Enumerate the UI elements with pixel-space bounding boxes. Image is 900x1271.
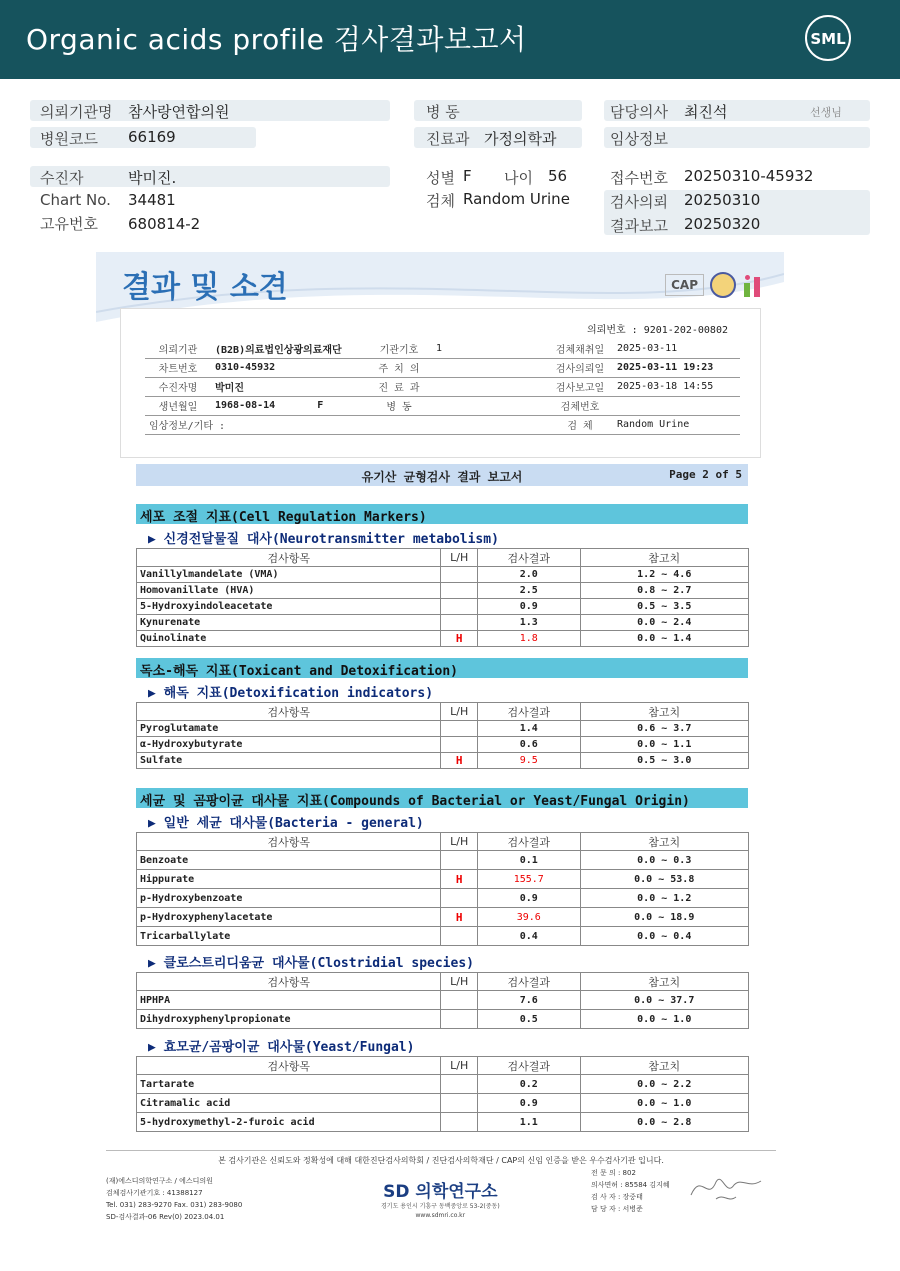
test-name: Tricarballylate — [137, 927, 441, 946]
dob-value: 1968-08-14 — [215, 400, 276, 411]
result-table — [136, 972, 749, 1029]
lab-phone: Tel. 031) 283-9270 Fax. 031) 283-9080 — [106, 1201, 243, 1209]
patient-label: 수진자 — [40, 169, 84, 187]
result-value: 1.3 — [478, 615, 581, 631]
flag — [441, 927, 478, 946]
patient-value: 박미진. — [128, 169, 177, 187]
result-value: 0.6 — [478, 737, 581, 753]
manager: 담 당 자 : 서병준 — [591, 1205, 643, 1213]
result-value: 155.7 — [478, 870, 581, 889]
lab-website: www.sdmri.co.kr — [415, 1212, 466, 1219]
cap-logo: CAP — [665, 274, 704, 296]
report-value: 20250320 — [684, 215, 761, 233]
kv-value: 2025-03-11 — [613, 339, 740, 358]
kv-label: 검체채취일 — [547, 339, 613, 358]
flag — [441, 583, 478, 599]
specialist: 전 문 의 : 802 — [591, 1169, 636, 1177]
subsection-header: ▶ 신경전달물질 대사(Neurotransmitter metabolism) — [148, 532, 499, 547]
test-name: p-Hydroxyphenylacetate — [137, 908, 441, 927]
inst-value: 참사랑연합의원 — [128, 103, 230, 121]
test-name: 5-hydroxymethyl-2-furoic acid — [137, 1113, 441, 1132]
flag — [441, 721, 478, 737]
kv-label: 검체번호 — [547, 396, 613, 415]
flag — [441, 851, 478, 870]
kv-label: 수진자명 — [145, 377, 211, 396]
kv-label: 의뢰기관 — [145, 339, 211, 358]
page-title: Organic acids profile 검사결과보고서 — [26, 23, 527, 56]
kv-label: 검사보고일 — [547, 377, 613, 396]
table-row — [137, 583, 749, 599]
table-row — [137, 927, 749, 946]
kv-label: 기관기호 — [366, 339, 432, 358]
doctor-value: 최진석 — [684, 103, 728, 121]
report-page-title: 유기산 균형검사 결과 보고서 — [361, 470, 523, 484]
flag: H — [441, 908, 478, 927]
column-header: L/H — [441, 1057, 478, 1075]
section-header: 세포 조절 지표(Cell Regulation Markers) — [136, 504, 748, 524]
kv-label: 검 체 — [547, 415, 613, 434]
kv-value — [211, 396, 366, 415]
report-footer — [106, 1150, 776, 1221]
chart-label: Chart No. — [40, 191, 111, 209]
column-header: 참고치 — [580, 973, 749, 991]
age-value: 56 — [548, 167, 568, 185]
kv-label: 임상정보/기타 : — [145, 415, 366, 434]
request-value: 20250310 — [684, 191, 761, 209]
uid-label: 고유번호 — [40, 215, 98, 233]
result-value: 1.1 — [478, 1113, 581, 1132]
accreditation-note: 본 검사기관은 신뢰도와 정확성에 대해 대한진단검사의학회 / 진단검사의학재단 / CAP의 신임 인증을 받은 우수검사기관 입니다. — [218, 1156, 664, 1165]
table-row — [137, 567, 749, 583]
accreditation-seal-icon — [710, 272, 736, 298]
cert-logos — [665, 272, 766, 298]
table-row — [137, 1094, 749, 1113]
receipt-value: 20250310-45932 — [684, 167, 814, 185]
table-row — [137, 737, 749, 753]
reference-range: 0.0 ~ 0.3 — [580, 851, 749, 870]
test-name: HPHPA — [137, 991, 441, 1010]
table-row — [137, 851, 749, 870]
result-value: 0.9 — [478, 599, 581, 615]
kv-value: 박미진 — [211, 377, 366, 396]
subsection-header: ▶ 일반 세균 대사물(Bacteria - general) — [148, 816, 424, 831]
kv-value — [432, 396, 547, 415]
table-row — [137, 1113, 749, 1132]
kv-label: 생년월일 — [145, 396, 211, 415]
table-header-row — [137, 973, 749, 991]
result-value: 9.5 — [478, 753, 581, 769]
age-label: 나이 — [504, 169, 533, 187]
kv-label: 진 료 과 — [366, 377, 432, 396]
lab-brand — [381, 1177, 500, 1220]
column-header: 참고치 — [580, 833, 749, 851]
kv-label — [366, 415, 432, 434]
dept-label: 진료과 — [426, 130, 470, 148]
table-row — [137, 631, 749, 647]
flag — [441, 1113, 478, 1132]
subsection-header: ▶ 클로스트리디움균 대사물(Clostridial species) — [148, 956, 474, 971]
column-header: 검사항목 — [137, 703, 441, 721]
signatories — [591, 1167, 670, 1215]
result-table — [136, 1056, 749, 1132]
flag — [441, 599, 478, 615]
flag — [441, 615, 478, 631]
table-header-row — [137, 1057, 749, 1075]
flag — [441, 889, 478, 908]
subsection-header: ▶ 해독 지표(Detoxification indicators) — [148, 686, 434, 701]
result-value: 0.9 — [478, 889, 581, 908]
section-header: 세균 및 곰팡이균 대사물 지표(Compounds of Bacterial or Yeast/Fungal Origin) — [136, 788, 748, 808]
kv-label: 주 치 의 — [366, 358, 432, 377]
test-name: Citramalic acid — [137, 1094, 441, 1113]
column-header: 참고치 — [580, 703, 749, 721]
test-name: Sulfate — [137, 753, 441, 769]
result-value: 1.8 — [478, 631, 581, 647]
table-header-row — [137, 549, 749, 567]
page-number: Page 2 of 5 — [669, 468, 742, 481]
report-label: 결과보고 — [610, 217, 668, 235]
test-name: Kynurenate — [137, 615, 441, 631]
test-name: α-Hydroxybutyrate — [137, 737, 441, 753]
reference-range: 0.5 ~ 3.0 — [580, 753, 749, 769]
reference-range: 0.0 ~ 37.7 — [580, 991, 749, 1010]
result-value: 0.2 — [478, 1075, 581, 1094]
kv-value — [613, 396, 740, 415]
reference-range: 0.8 ~ 2.7 — [580, 583, 749, 599]
reference-range: 0.0 ~ 1.4 — [580, 631, 749, 647]
section-header: 독소-해독 지표(Toxicant and Detoxification) — [136, 658, 748, 678]
doctor-suffix: 선생님 — [810, 106, 842, 119]
form-version: SD-검사결과-06 Rev(0) 2023.04.01 — [106, 1213, 225, 1221]
kv-value — [432, 358, 547, 377]
column-header: 검사결과 — [478, 1057, 581, 1075]
table-row — [137, 599, 749, 615]
flag: H — [441, 753, 478, 769]
ward-label: 병 동 — [426, 103, 460, 121]
flag — [441, 737, 478, 753]
license-no: 의사면허 : 85584 김지혜 — [591, 1181, 670, 1189]
brand-name: SD 의학연구소 — [383, 1182, 498, 1202]
column-header: 검사결과 — [478, 549, 581, 567]
test-name: p-Hydroxybenzoate — [137, 889, 441, 908]
lab-address: 경기도 용인시 기흥구 동백중앙로 53-2(중동) — [381, 1203, 500, 1210]
chart-value: 34481 — [128, 191, 176, 209]
kv-label: 검사의뢰일 — [547, 358, 613, 377]
reference-range: 0.0 ~ 1.0 — [580, 1010, 749, 1029]
code-label: 병원코드 — [40, 130, 98, 148]
specimen-label: 검체 — [426, 192, 455, 210]
reference-range: 0.6 ~ 3.7 — [580, 721, 749, 737]
sex-value: F — [463, 167, 472, 185]
column-header: 검사항목 — [137, 1057, 441, 1075]
test-name: Homovanillate (HVA) — [137, 583, 441, 599]
request-number: 의뢰번호 : 9201-202-00802 — [587, 325, 728, 336]
dept-value: 가정의학과 — [484, 130, 557, 148]
reference-range: 0.0 ~ 18.9 — [580, 908, 749, 927]
column-header: L/H — [441, 549, 478, 567]
reference-range: 0.0 ~ 0.4 — [580, 927, 749, 946]
test-name: Pyroglutamate — [137, 721, 441, 737]
kv-value: (B2B)의료법인상광의료재단 — [211, 339, 366, 358]
result-value: 0.5 — [478, 1010, 581, 1029]
result-value: 0.4 — [478, 927, 581, 946]
test-name: Quinolinate — [137, 631, 441, 647]
lab-code: 검체검사기관기호 : 41388127 — [106, 1189, 203, 1197]
reference-range: 0.0 ~ 2.2 — [580, 1075, 749, 1094]
report-title: 결과 및 소견 — [122, 270, 288, 305]
table-row — [137, 753, 749, 769]
flag: H — [441, 870, 478, 889]
result-value: 2.0 — [478, 567, 581, 583]
result-value: 1.4 — [478, 721, 581, 737]
specimen-value: Random Urine — [463, 190, 570, 208]
header-bar — [0, 0, 900, 79]
column-header: 검사항목 — [137, 549, 441, 567]
reference-range: 0.0 ~ 2.8 — [580, 1113, 749, 1132]
kv-value: 0310-45932 — [211, 358, 366, 377]
kv-label: 병 동 — [366, 396, 432, 415]
report-sheet — [96, 252, 784, 1221]
table-row — [137, 908, 749, 927]
result-table — [136, 548, 749, 647]
reference-range: 0.0 ~ 53.8 — [580, 870, 749, 889]
test-name: Benzoate — [137, 851, 441, 870]
flag — [441, 1075, 478, 1094]
result-value: 0.1 — [478, 851, 581, 870]
result-table — [136, 702, 749, 769]
kv-value: 2025-03-18 14:55 — [613, 377, 740, 396]
reference-range: 0.0 ~ 1.2 — [580, 889, 749, 908]
flag — [441, 1010, 478, 1029]
reference-range: 0.0 ~ 1.0 — [580, 1094, 749, 1113]
reference-range: 0.0 ~ 2.4 — [580, 615, 749, 631]
kv-value — [432, 415, 547, 434]
column-header: L/H — [441, 973, 478, 991]
lab-contact — [106, 1175, 242, 1223]
sml-logo — [802, 12, 854, 64]
result-table — [136, 832, 749, 946]
column-header: 검사항목 — [137, 833, 441, 851]
column-header: 검사결과 — [478, 833, 581, 851]
kv-value: 2025-03-11 19:23 — [613, 358, 740, 377]
column-header: 검사항목 — [137, 973, 441, 991]
inst-label: 의뢰기관명 — [40, 103, 113, 121]
row-bar — [30, 166, 390, 187]
column-header: 참고치 — [580, 549, 749, 567]
table-row — [137, 721, 749, 737]
kv-value — [432, 377, 547, 396]
table-header-row — [137, 833, 749, 851]
test-name: 5-Hydroxyindoleacetate — [137, 599, 441, 615]
column-header: 참고치 — [580, 1057, 749, 1075]
result-value: 2.5 — [478, 583, 581, 599]
kv-value: Random Urine — [613, 415, 740, 434]
reference-range: 1.2 ~ 4.6 — [580, 567, 749, 583]
table-row — [137, 1010, 749, 1029]
column-header: L/H — [441, 833, 478, 851]
test-name: Vanillylmandelate (VMA) — [137, 567, 441, 583]
table-row — [137, 1075, 749, 1094]
test-name: Hippurate — [137, 870, 441, 889]
receipt-label: 접수번호 — [610, 169, 668, 187]
reference-range: 0.5 ~ 3.5 — [580, 599, 749, 615]
result-value: 39.6 — [478, 908, 581, 927]
test-name: Tartarate — [137, 1075, 441, 1094]
doctor-label: 담당의사 — [610, 103, 668, 121]
uid-value: 680814-2 — [128, 215, 201, 233]
table-row — [137, 991, 749, 1010]
code-value: 66169 — [128, 128, 176, 146]
lab-mark-icon — [742, 273, 766, 297]
table-row — [137, 889, 749, 908]
column-header: 검사결과 — [478, 703, 581, 721]
reference-range: 0.0 ~ 1.1 — [580, 737, 749, 753]
clinical-label: 임상정보 — [610, 130, 668, 148]
column-header: 검사결과 — [478, 973, 581, 991]
patient-kv-table — [145, 339, 740, 435]
lab-name: (재)에스디의학연구소 / 에스디의원 — [106, 1177, 213, 1185]
request-label: 검사의뢰 — [610, 193, 668, 211]
table-header-row — [137, 703, 749, 721]
test-name: Dihydroxyphenylpropionate — [137, 1010, 441, 1029]
flag — [441, 567, 478, 583]
kv-value: 1 — [432, 339, 547, 358]
flag: H — [441, 631, 478, 647]
sex-label: 성별 — [426, 169, 455, 187]
report-page-bar — [136, 464, 748, 486]
table-row — [137, 870, 749, 889]
logo-text: SML — [810, 30, 846, 48]
table-row — [137, 615, 749, 631]
result-value: 7.6 — [478, 991, 581, 1010]
kv-label: 차트번호 — [145, 358, 211, 377]
column-header: L/H — [441, 703, 478, 721]
result-value: 0.9 — [478, 1094, 581, 1113]
tester: 검 사 자 : 장중태 — [591, 1193, 643, 1201]
signature-image — [686, 1167, 766, 1207]
sex-value: F — [317, 400, 324, 411]
flag — [441, 1094, 478, 1113]
patient-sheet — [120, 308, 761, 458]
flag — [441, 991, 478, 1010]
subsection-header: ▶ 효모균/곰팡이균 대사물(Yeast/Fungal) — [148, 1040, 415, 1055]
